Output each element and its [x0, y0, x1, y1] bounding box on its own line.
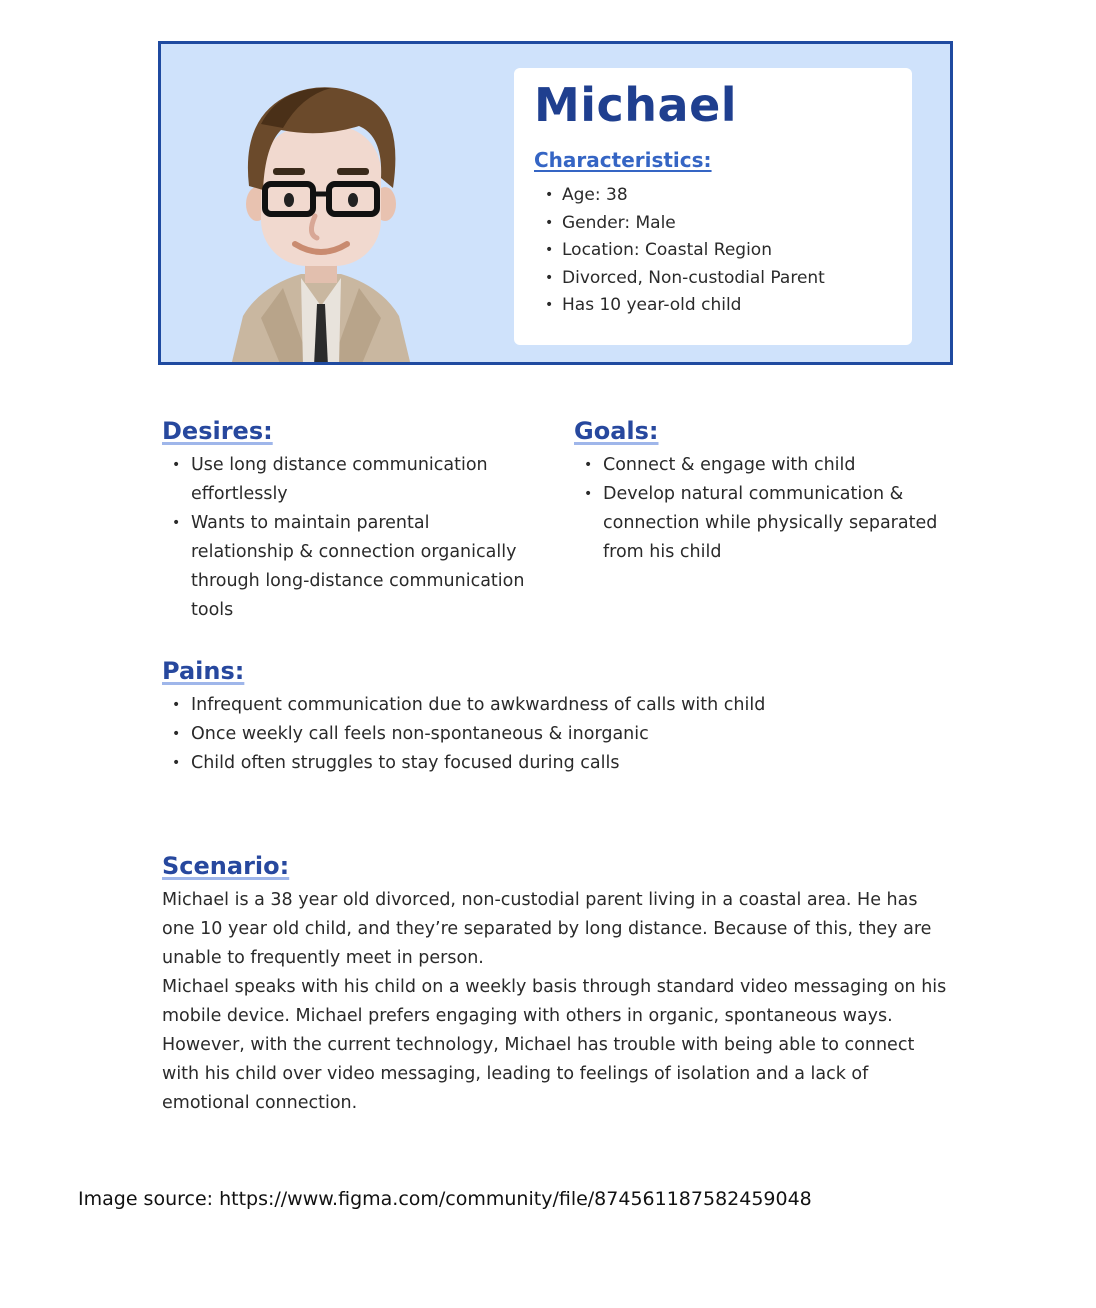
pains-heading: Pains: — [162, 657, 245, 685]
scenario-paragraph: Michael speaks with his child on a weekly basis through standard video messaging on his mobile device. Michael prefers engaging with others in organic, spontaneous ways. However, with the current technology, Michael has trouble with being able to connect with his child over video messaging, leading to feelings of isolation and a lack of emotional connection. — [162, 977, 947, 1113]
list-item: • Infrequent communication due to awkwardness of calls with child — [162, 691, 952, 720]
list-item: • Gender: Male — [542, 210, 825, 238]
list-item: • Connect & engage with child — [574, 451, 946, 480]
persona-name: Michael — [534, 78, 738, 132]
scenario-heading: Scenario: — [162, 852, 290, 880]
list-item: • Divorced, Non-custodial Parent — [542, 265, 825, 293]
pains-list — [162, 691, 952, 778]
characteristics-list — [542, 182, 825, 320]
avatar — [221, 66, 421, 365]
goals-heading: Goals: — [574, 417, 659, 445]
list-item: • Location: Coastal Region — [542, 237, 825, 265]
scenario-paragraph: Michael is a 38 year old divorced, non-custodial parent living in a coastal area. He has one 10 year old child, and they’re separated by long distance. Because of this, they are unable to frequently meet in person. — [162, 890, 932, 968]
desires-heading: Desires: — [162, 417, 273, 445]
desires-list — [162, 451, 532, 625]
list-item: • Has 10 year-old child — [542, 292, 825, 320]
list-item: • Wants to maintain parental relationship & connection organically through long-distance communication tools — [162, 509, 532, 625]
list-item: • Use long distance communication effortlessly — [162, 451, 532, 509]
image-source-note: Image source: https://www.figma.com/community/file/874561187582459048 — [78, 1188, 812, 1210]
list-item: • Develop natural communication & connection while physically separated from his child — [574, 480, 946, 567]
list-item: • Child often struggles to stay focused during calls — [162, 749, 952, 778]
goals-list — [574, 451, 946, 567]
list-item: • Age: 38 — [542, 182, 825, 210]
characteristics-heading: Characteristics: — [534, 148, 712, 172]
persona-header-card — [158, 41, 953, 365]
scenario-body — [162, 886, 952, 1118]
list-item: • Once weekly call feels non-spontaneous & inorganic — [162, 720, 952, 749]
characteristics-card — [514, 68, 912, 345]
